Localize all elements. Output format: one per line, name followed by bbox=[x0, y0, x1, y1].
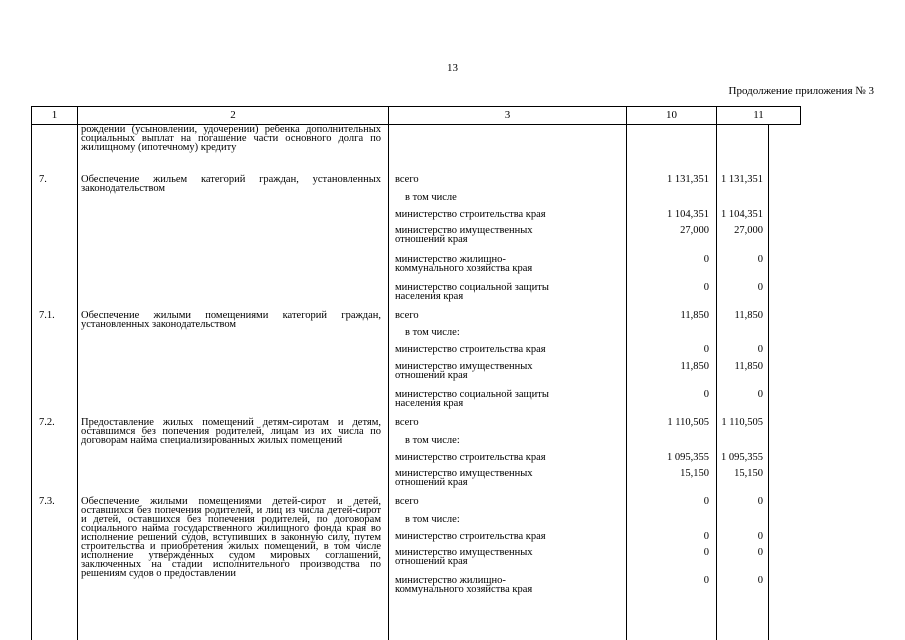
section-number: 7.2. bbox=[39, 417, 55, 428]
line-label: в том числе: bbox=[405, 514, 460, 525]
value-col-10: 0 bbox=[703, 344, 709, 355]
line-label: министерство имущественных отношений края bbox=[395, 361, 533, 381]
line-label: министерство строительства края bbox=[395, 209, 546, 220]
line-label: министерство социальной защиты населения края bbox=[395, 389, 549, 409]
intro-description: рождении (усыновлении, удочерении) ребенка дополнительных социальных выплат на погашение части основного долга по жилищному (ипотечному) кредиту bbox=[81, 124, 381, 153]
line-label: министерство жилищно-коммунального хозяйства края bbox=[395, 575, 533, 595]
line-label: в том числе bbox=[405, 192, 457, 203]
value-col-11: 1 110,505 bbox=[721, 417, 763, 428]
value-col-10: 0 bbox=[703, 389, 709, 400]
line-label: в том числе: bbox=[405, 435, 460, 446]
value-col-10: 1 095,355 bbox=[667, 452, 709, 463]
table-header bbox=[31, 106, 801, 125]
header-col-10: 10 bbox=[627, 107, 717, 125]
line-label: министерство строительства края bbox=[395, 452, 546, 463]
value-col-10: 1 110,505 bbox=[667, 417, 709, 428]
value-col-11: 0 bbox=[757, 254, 763, 265]
line-label: всего bbox=[395, 310, 419, 321]
line-label: министерство жилищно-коммунального хозяйства края bbox=[395, 254, 533, 274]
value-col-11: 0 bbox=[757, 389, 763, 400]
value-col-10: 0 bbox=[703, 282, 709, 293]
value-col-10: 27,000 bbox=[680, 225, 709, 236]
line-label: министерство имущественных отношений края bbox=[395, 547, 533, 567]
value-col-10: 1 131,351 bbox=[667, 174, 709, 185]
line-label: министерство строительства края bbox=[395, 344, 546, 355]
line-label: всего bbox=[395, 417, 419, 428]
section-description: Обеспечение жильем категорий граждан, установленных законодательством bbox=[81, 174, 381, 194]
header-col-11: 11 bbox=[717, 107, 801, 125]
line-label: в том числе: bbox=[405, 327, 460, 338]
page-number: 13 bbox=[447, 62, 458, 74]
value-col-10: 11,850 bbox=[680, 361, 709, 372]
line-label: всего bbox=[395, 496, 419, 507]
value-col-10: 15,150 bbox=[680, 468, 709, 479]
line-label: всего bbox=[395, 174, 419, 185]
table-body bbox=[31, 124, 769, 640]
value-col-11: 0 bbox=[757, 547, 763, 558]
value-col-10: 11,850 bbox=[680, 310, 709, 321]
section-description: Предоставление жилых помещений детям-сиротам и детям, оставшимся без попечения родителей, лицам из их числа по договорам найма специализированных жилых помещений bbox=[81, 417, 381, 446]
line-label: министерство имущественных отношений края bbox=[395, 225, 533, 245]
section-description: Обеспечение жилыми помещениями категорий граждан, установленных законодательством bbox=[81, 310, 381, 330]
value-col-11: 0 bbox=[757, 575, 763, 586]
header-col-3: 3 bbox=[389, 107, 627, 125]
value-col-10: 0 bbox=[703, 531, 709, 542]
value-col-11: 11,850 bbox=[734, 310, 763, 321]
continuation-label: Продолжение приложения № 3 bbox=[728, 85, 874, 97]
value-col-11: 0 bbox=[757, 496, 763, 507]
value-col-11: 1 131,351 bbox=[721, 174, 763, 185]
value-col-11: 0 bbox=[757, 282, 763, 293]
value-col-11: 15,150 bbox=[734, 468, 763, 479]
value-col-11: 0 bbox=[757, 531, 763, 542]
section-number: 7. bbox=[39, 174, 47, 185]
header-col-2: 2 bbox=[78, 107, 389, 125]
line-label: министерство имущественных отношений края bbox=[395, 468, 533, 488]
section-number: 7.3. bbox=[39, 496, 55, 507]
section-number: 7.1. bbox=[39, 310, 55, 321]
value-col-11: 11,850 bbox=[734, 361, 763, 372]
value-col-11: 1 095,355 bbox=[721, 452, 763, 463]
section-description: Обеспечение жилыми помещениями детей-сирот и детей, оставшихся без попечения родителей, и лиц из числа детей-сирот и детей, оставшихся без попечения родителей, по договорам социального найма государственного жилищного фонда края во исполнение решений судов, вступивших в законную силу, путем строительства и приобретения жилых помещений, в том числе исполнение утвержденных судом мировых соглашений, заключенных на стадии исполнительного производства по решениям судов о предоставлении bbox=[81, 496, 381, 579]
value-col-10: 1 104,351 bbox=[667, 209, 709, 220]
value-col-10: 0 bbox=[703, 496, 709, 507]
value-col-10: 0 bbox=[703, 575, 709, 586]
value-col-11: 0 bbox=[757, 344, 763, 355]
value-col-11: 27,000 bbox=[734, 225, 763, 236]
value-col-10: 0 bbox=[703, 254, 709, 265]
value-col-11: 1 104,351 bbox=[721, 209, 763, 220]
value-col-10: 0 bbox=[703, 547, 709, 558]
line-label: министерство строительства края bbox=[395, 531, 546, 542]
header-col-1: 1 bbox=[32, 107, 78, 125]
line-label: министерство социальной защиты населения края bbox=[395, 282, 549, 302]
